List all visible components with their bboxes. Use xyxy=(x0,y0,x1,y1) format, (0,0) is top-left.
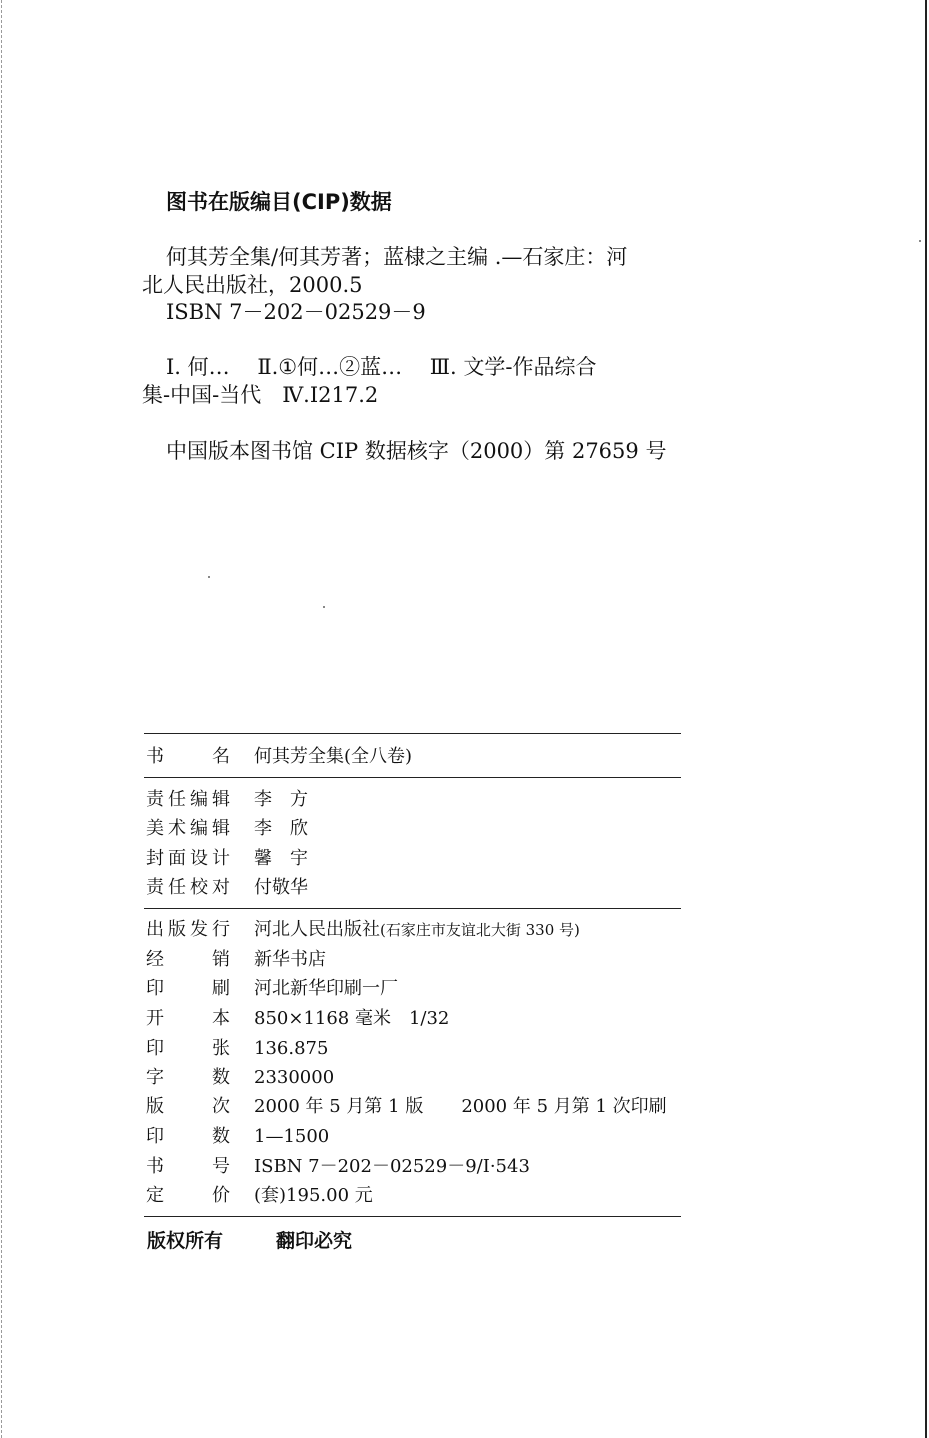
format-value: 850×1168 毫米 1/32 xyxy=(254,1008,450,1029)
scan-speck xyxy=(208,576,210,578)
imprint-label: 书 名 xyxy=(146,746,230,767)
imprint-rule-3 xyxy=(144,908,681,909)
word-count-value: 2330000 xyxy=(254,1067,335,1088)
imprint-label: 书 号 xyxy=(146,1156,230,1177)
distributor-value: 新华书店 xyxy=(254,949,326,970)
page-right-edge xyxy=(925,0,927,1438)
imprint-top-rule xyxy=(144,733,681,734)
cip-entry-line-2: 北人民出版社，2000.5 xyxy=(142,273,363,297)
imprint-bottom-rule xyxy=(144,1216,681,1217)
cover-design-value: 馨 宇 xyxy=(254,848,308,869)
cip-subject-line-2: 集-中国-当代 Ⅳ.I217.2 xyxy=(142,383,379,407)
imprint-label: 定 价 xyxy=(146,1185,230,1206)
print-run-value: 1—1500 xyxy=(254,1126,330,1147)
imprint-label: 责 任 编 辑 xyxy=(146,789,230,810)
imprint-label: 版 次 xyxy=(146,1096,230,1117)
imprint-label: 印 数 xyxy=(146,1126,230,1147)
imprint-label: 责 任 校 对 xyxy=(146,877,230,898)
cip-isbn: ISBN 7－202－02529－9 xyxy=(166,300,426,324)
cip-subject-line-1: Ⅰ. 何… Ⅱ.①何…②蓝… Ⅲ. 文学-作品综合 xyxy=(166,355,597,379)
cip-title: 图书在版编目(CIP)数据 xyxy=(166,190,392,214)
imprint-label: 出 版 发 行 xyxy=(146,919,230,940)
cip-entry-line-1: 何其芳全集/何其芳著；蓝棣之主编 .—石家庄：河 xyxy=(166,245,628,269)
imprint-label: 印 张 xyxy=(146,1038,230,1059)
printing-date: 2000 年 5 月第 1 次印刷 xyxy=(461,1096,667,1117)
art-editor-value: 李 欣 xyxy=(254,818,308,839)
cip-library-note: 中国版本图书馆 CIP 数据核字（2000）第 27659 号 xyxy=(166,439,667,463)
proofreader-value: 付敬华 xyxy=(254,877,308,898)
reproduction-warning: 翻印必究 xyxy=(276,1230,353,1252)
chief-editor-value: 李 方 xyxy=(254,789,308,810)
imprint-label: 字 数 xyxy=(146,1067,230,1088)
page-left-edge xyxy=(1,0,2,1438)
imprint-rule-2 xyxy=(144,777,681,778)
imprint-label: 美 术 编 辑 xyxy=(146,818,230,839)
imprint-label: 封 面 设 计 xyxy=(146,848,230,869)
imprint-label: 印 刷 xyxy=(146,978,230,999)
imprint-label: 经 销 xyxy=(146,949,230,970)
printer-value: 河北新华印刷一厂 xyxy=(254,978,398,999)
imprint-label: 开 本 xyxy=(146,1008,230,1029)
copyright-notice: 版权所有 xyxy=(147,1230,224,1252)
publisher-value xyxy=(254,916,580,944)
book-number-value: ISBN 7－202－02529－9/I·543 xyxy=(254,1156,530,1177)
sheets-value: 136.875 xyxy=(254,1038,329,1059)
publisher-name: 河北人民出版社 xyxy=(254,919,380,940)
edition-date: 2000 年 5 月第 1 版 xyxy=(254,1096,424,1117)
publisher-address: (石家庄市友谊北大街 330 号) xyxy=(380,921,580,939)
scan-speck xyxy=(323,606,325,608)
edition-value xyxy=(254,1093,667,1121)
book-title-value: 何其芳全集(全八卷) xyxy=(254,746,413,767)
price-value: (套)195.00 元 xyxy=(254,1185,373,1206)
scan-speck xyxy=(919,240,921,242)
